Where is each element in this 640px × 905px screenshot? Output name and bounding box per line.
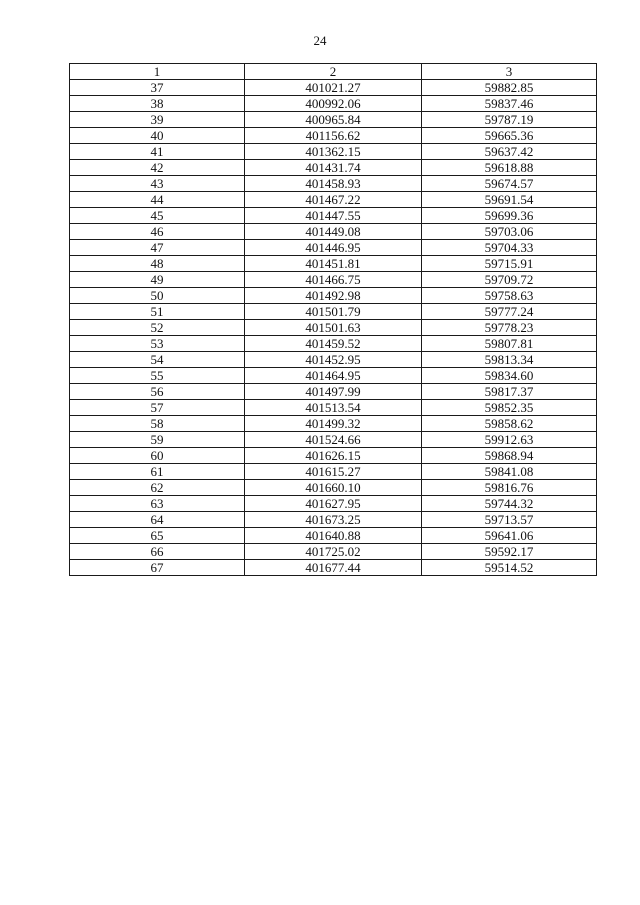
table-row <box>70 480 597 496</box>
point-number-cell: 44 <box>70 192 245 208</box>
y-coordinate-cell: 59778.23 <box>422 320 597 336</box>
point-number-cell: 62 <box>70 480 245 496</box>
table-row <box>70 96 597 112</box>
y-coordinate-cell: 59709.72 <box>422 272 597 288</box>
table-row <box>70 400 597 416</box>
x-coordinate-cell: 401499.32 <box>245 416 422 432</box>
table-row <box>70 208 597 224</box>
y-coordinate-cell: 59816.76 <box>422 480 597 496</box>
point-number-cell: 53 <box>70 336 245 352</box>
y-coordinate-cell: 59699.36 <box>422 208 597 224</box>
x-coordinate-cell: 401492.98 <box>245 288 422 304</box>
point-number-cell: 42 <box>70 160 245 176</box>
table-row <box>70 80 597 96</box>
x-coordinate-cell: 401677.44 <box>245 560 422 576</box>
x-coordinate-cell: 401501.63 <box>245 320 422 336</box>
y-coordinate-cell: 59758.63 <box>422 288 597 304</box>
y-coordinate-cell: 59858.62 <box>422 416 597 432</box>
point-number-cell: 60 <box>70 448 245 464</box>
table-row <box>70 112 597 128</box>
point-number-cell: 55 <box>70 368 245 384</box>
y-coordinate-cell: 59841.08 <box>422 464 597 480</box>
point-number-cell: 61 <box>70 464 245 480</box>
point-number-cell: 37 <box>70 80 245 96</box>
x-coordinate-cell: 401156.62 <box>245 128 422 144</box>
table-row <box>70 144 597 160</box>
table-row <box>70 448 597 464</box>
y-coordinate-cell: 59514.52 <box>422 560 597 576</box>
x-coordinate-cell: 401467.22 <box>245 192 422 208</box>
point-number-cell: 67 <box>70 560 245 576</box>
y-coordinate-cell: 59637.42 <box>422 144 597 160</box>
column-header-1: 1 <box>70 64 245 80</box>
x-coordinate-cell: 401466.75 <box>245 272 422 288</box>
table-row <box>70 528 597 544</box>
table-row <box>70 304 597 320</box>
y-coordinate-cell: 59868.94 <box>422 448 597 464</box>
table-row <box>70 192 597 208</box>
table-row <box>70 272 597 288</box>
x-coordinate-cell: 401524.66 <box>245 432 422 448</box>
point-number-cell: 63 <box>70 496 245 512</box>
column-header-2: 2 <box>245 64 422 80</box>
y-coordinate-cell: 59852.35 <box>422 400 597 416</box>
point-number-cell: 49 <box>70 272 245 288</box>
x-coordinate-cell: 401501.79 <box>245 304 422 320</box>
table-row <box>70 160 597 176</box>
point-number-cell: 50 <box>70 288 245 304</box>
y-coordinate-cell: 59703.06 <box>422 224 597 240</box>
y-coordinate-cell: 59715.91 <box>422 256 597 272</box>
x-coordinate-cell: 401627.95 <box>245 496 422 512</box>
point-number-cell: 47 <box>70 240 245 256</box>
x-coordinate-cell: 401725.02 <box>245 544 422 560</box>
x-coordinate-cell: 401464.95 <box>245 368 422 384</box>
y-coordinate-cell: 59817.37 <box>422 384 597 400</box>
point-number-cell: 39 <box>70 112 245 128</box>
table-header-row <box>70 64 597 80</box>
point-number-cell: 45 <box>70 208 245 224</box>
y-coordinate-cell: 59837.46 <box>422 96 597 112</box>
table-row <box>70 176 597 192</box>
x-coordinate-cell: 401446.95 <box>245 240 422 256</box>
x-coordinate-cell: 401451.81 <box>245 256 422 272</box>
y-coordinate-cell: 59834.60 <box>422 368 597 384</box>
x-coordinate-cell: 401626.15 <box>245 448 422 464</box>
x-coordinate-cell: 401660.10 <box>245 480 422 496</box>
table-row <box>70 256 597 272</box>
y-coordinate-cell: 59704.33 <box>422 240 597 256</box>
x-coordinate-cell: 401640.88 <box>245 528 422 544</box>
point-number-cell: 57 <box>70 400 245 416</box>
point-number-cell: 43 <box>70 176 245 192</box>
point-number-cell: 65 <box>70 528 245 544</box>
x-coordinate-cell: 401497.99 <box>245 384 422 400</box>
table-row <box>70 240 597 256</box>
point-number-cell: 48 <box>70 256 245 272</box>
page-number: 24 <box>313 33 327 48</box>
y-coordinate-cell: 59665.36 <box>422 128 597 144</box>
x-coordinate-cell: 401673.25 <box>245 512 422 528</box>
point-number-cell: 41 <box>70 144 245 160</box>
y-coordinate-cell: 59691.54 <box>422 192 597 208</box>
x-coordinate-cell: 400992.06 <box>245 96 422 112</box>
point-number-cell: 40 <box>70 128 245 144</box>
table-row <box>70 512 597 528</box>
point-number-cell: 66 <box>70 544 245 560</box>
y-coordinate-cell: 59777.24 <box>422 304 597 320</box>
x-coordinate-cell: 401458.93 <box>245 176 422 192</box>
x-coordinate-cell: 401452.95 <box>245 352 422 368</box>
y-coordinate-cell: 59618.88 <box>422 160 597 176</box>
point-number-cell: 38 <box>70 96 245 112</box>
table-row <box>70 384 597 400</box>
table-row <box>70 336 597 352</box>
y-coordinate-cell: 59912.63 <box>422 432 597 448</box>
y-coordinate-cell: 59807.81 <box>422 336 597 352</box>
x-coordinate-cell: 400965.84 <box>245 112 422 128</box>
table-row <box>70 224 597 240</box>
point-number-cell: 56 <box>70 384 245 400</box>
table-row <box>70 128 597 144</box>
point-number-cell: 64 <box>70 512 245 528</box>
x-coordinate-cell: 401449.08 <box>245 224 422 240</box>
coordinates-table <box>69 63 597 576</box>
point-number-cell: 51 <box>70 304 245 320</box>
table-row <box>70 496 597 512</box>
table-row <box>70 432 597 448</box>
y-coordinate-cell: 59713.57 <box>422 512 597 528</box>
point-number-cell: 46 <box>70 224 245 240</box>
point-number-cell: 52 <box>70 320 245 336</box>
y-coordinate-cell: 59674.57 <box>422 176 597 192</box>
table-body <box>70 80 597 576</box>
table-row <box>70 288 597 304</box>
y-coordinate-cell: 59787.19 <box>422 112 597 128</box>
y-coordinate-cell: 59641.06 <box>422 528 597 544</box>
table-row <box>70 544 597 560</box>
x-coordinate-cell: 401362.15 <box>245 144 422 160</box>
point-number-cell: 58 <box>70 416 245 432</box>
x-coordinate-cell: 401513.54 <box>245 400 422 416</box>
y-coordinate-cell: 59813.34 <box>422 352 597 368</box>
point-number-cell: 54 <box>70 352 245 368</box>
x-coordinate-cell: 401021.27 <box>245 80 422 96</box>
table-row <box>70 560 597 576</box>
table-row <box>70 416 597 432</box>
table-row <box>70 368 597 384</box>
x-coordinate-cell: 401431.74 <box>245 160 422 176</box>
x-coordinate-cell: 401447.55 <box>245 208 422 224</box>
y-coordinate-cell: 59882.85 <box>422 80 597 96</box>
table-row <box>70 464 597 480</box>
point-number-cell: 59 <box>70 432 245 448</box>
column-header-3: 3 <box>422 64 597 80</box>
table-row <box>70 352 597 368</box>
table-row <box>70 320 597 336</box>
y-coordinate-cell: 59592.17 <box>422 544 597 560</box>
x-coordinate-cell: 401459.52 <box>245 336 422 352</box>
x-coordinate-cell: 401615.27 <box>245 464 422 480</box>
y-coordinate-cell: 59744.32 <box>422 496 597 512</box>
